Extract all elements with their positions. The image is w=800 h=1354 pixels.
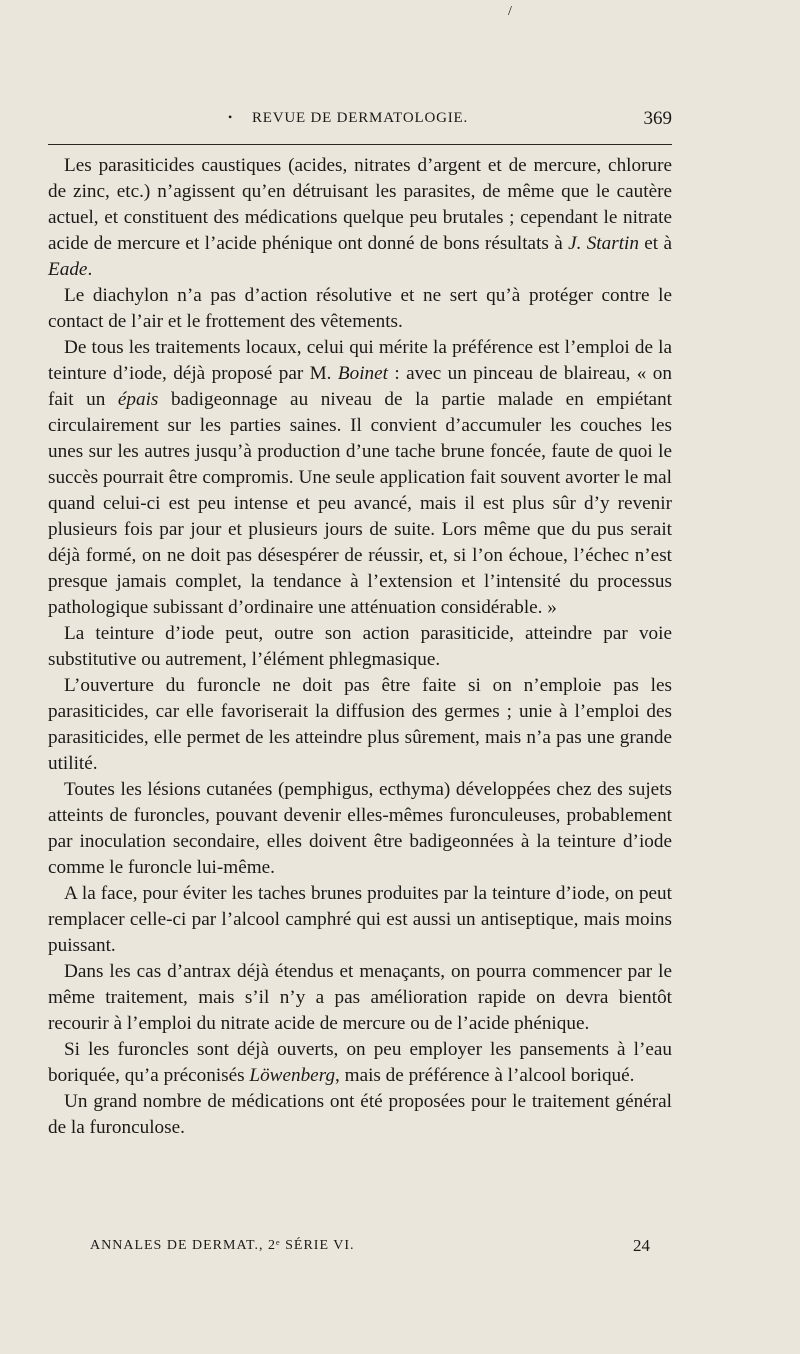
signature-footer	[90, 1238, 650, 1262]
text-run: A la face, pour éviter les taches brunes produites par la teinture d’iode, on peut remplacer celle-ci par l’alcool camphré qui est aussi un antiseptique, mais moins puissant.	[48, 883, 672, 956]
text-run: Dans les cas d’antrax déjà étendus et menaçants, on pourra commencer par le même traitement, mais s’il n’y a pas amélioration rapide on devra bientôt recourir à l’emploi du nitrate acide de mercure ou de l’acide phénique.	[48, 961, 672, 1034]
italic-name: épais	[117, 389, 159, 410]
paragraph	[48, 777, 672, 881]
text-run: Un grand nombre de médications ont été proposées pour le traitement général de la furonculose.	[48, 1091, 672, 1138]
running-header	[48, 110, 672, 134]
italic-name: Löwenberg	[249, 1065, 336, 1086]
paragraph	[48, 621, 672, 673]
page-number: 369	[643, 108, 672, 129]
text-run: badigeonnage au niveau de la partie malade en empiétant circulairement sur les parties saines. Il convient d’accumuler les couches les unes sur les autres jusqu’à production d’une tache brune foncée, faute de quoi le succès pourrait être compromis. Une seule application fait souvent avorter le mal quand celui-ci est peu intense et peu avancé, mais il est plus sûr d’y revenir plusieurs fois par jour et plusieurs jours de suite. Lors même que du pus serait déjà formé, on ne doit pas désespérer de réussir, et, si l’on échoue, l’échec n’est presque jamais complet, la tendance à l’extension et l’intensité du processus pathologique subissant d’ordinaire une atténuation considérable. »	[48, 389, 672, 618]
text-run: Les parasiticides caustiques (acides, nitrates d’argent et de mercure, chlorure de zinc, etc.) n’agissent qu’en détruisant les parasites, de même que le cautère actuel, et constituent des médications quelque peu brutales ; cependant le nitrate acide de mercure et l’acide phénique ont donné de bons résultats à	[48, 155, 672, 254]
italic-name: Eade	[48, 259, 88, 280]
paragraph	[48, 1089, 672, 1141]
text-run: La teinture d’iode peut, outre son action parasiticide, atteindre par voie substitutive ou autrement, l’élément phlegmasique.	[48, 623, 672, 670]
top-margin-mark: /	[508, 4, 512, 19]
header-rule	[48, 144, 672, 145]
running-title: REVUE DE DERMATOLOGIE.	[251, 110, 469, 126]
text-run: Toutes les lésions cutanées (pemphigus, ecthyma) développées chez des sujets atteints de furoncles, pouvant devenir elles-mêmes furonculeuses, probablement par inoculation secondaire, elles doivent être badigeonnées à la teinture d’iode comme le furoncle lui-même.	[48, 779, 672, 878]
text-run: , mais de préférence à l’alcool boriqué.	[335, 1065, 635, 1086]
text-run: et à	[638, 233, 672, 254]
italic-name: J. Startin	[568, 233, 639, 254]
italic-name: Boinet	[337, 363, 388, 384]
paragraph	[48, 1037, 672, 1089]
paragraph	[48, 881, 672, 959]
signature-number: 24	[633, 1236, 650, 1255]
paragraph	[48, 283, 672, 335]
signature-mark: ANNALES DE DERMAT., 2ᵉ SÉRIE VI.	[90, 1238, 355, 1253]
text-run: L’ouverture du furoncle ne doit pas être faite si on n’emploie pas les parasiticides, car elle favoriserait la diffusion des germes ; unie à l’emploi des parasiticides, elle permet de les atteindre plus sûrement, mais n’a pas une grande utilité.	[48, 675, 672, 774]
paragraph	[48, 673, 672, 777]
text-run: Si les furoncles sont déjà ouverts, on peu employer les pansements à l’eau boriquée, qu’a préconisés	[48, 1039, 672, 1086]
paragraph	[48, 153, 672, 283]
text-run: .	[87, 259, 93, 280]
paragraph	[48, 335, 672, 621]
paragraph	[48, 959, 672, 1037]
text-run: Le diachylon n’a pas d’action résolutive et ne sert qu’à protéger contre le contact de l’air et le frottement des vêtements.	[48, 285, 672, 332]
header-bullet: •	[228, 110, 234, 124]
text-run: De tous les traitements locaux, celui qui mérite la préférence est l’emploi de la teinture d’iode, déjà proposé par M.	[48, 337, 672, 384]
text-run: : avec un pinceau de blaireau, « on fait un	[48, 363, 672, 410]
body-text	[48, 153, 672, 1141]
